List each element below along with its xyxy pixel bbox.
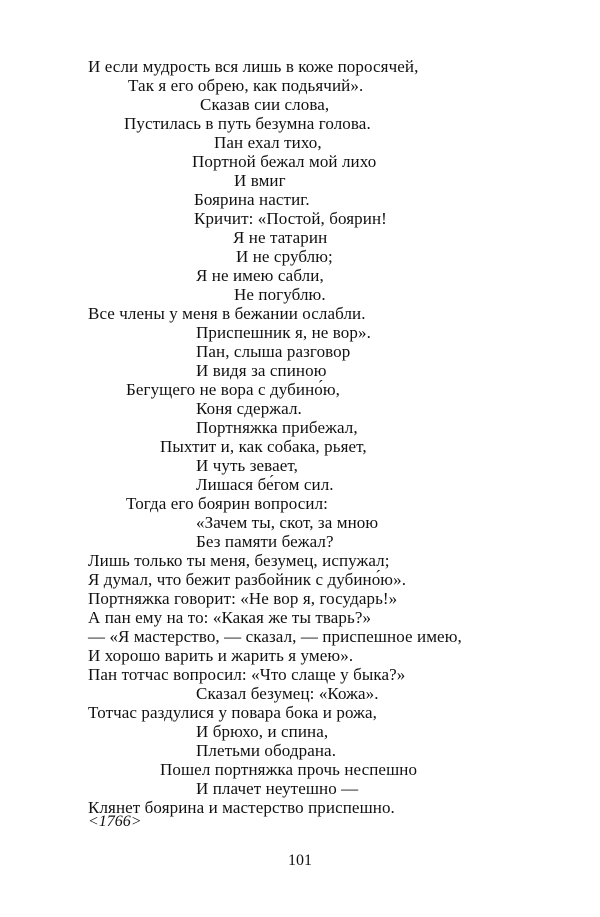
page-number: 101 <box>288 852 312 869</box>
poem-line: Тотчас раздулися у повара бока и рожа, <box>88 703 377 722</box>
poem-line: Бегущего не вора с дубино́ю, <box>126 380 341 399</box>
poem-line: — «Я мастерство, — сказал, — приспешное имею, <box>88 627 462 646</box>
poem-line: Клянет боярина и мастерство приспешно. <box>88 798 395 817</box>
poem-line: Пыхтит и, как собака, рьяет, <box>160 437 367 456</box>
poem-line: Пошел портняжка прочь неспешно <box>160 760 418 779</box>
poem-line: И видя за спиною <box>196 361 327 380</box>
poem-line: Пан тотчас вопросил: «Что слаще у быка?» <box>88 665 406 684</box>
poem-line: Портняжка прибежал, <box>196 418 358 437</box>
poem-line: Портной бежал мой лихо <box>192 152 377 171</box>
poem-line: Лишь только ты меня, безумец, испужал; <box>88 551 390 570</box>
poem-date: <1766> <box>88 813 142 830</box>
poem-line: Пан ехал тихо, <box>214 133 322 152</box>
poem-line: Сказав сии слова, <box>200 95 330 114</box>
poem-line: Портняжка говорит: «Не вор я, государь!» <box>88 589 398 608</box>
poem-line: И плачет неутешно — <box>196 779 359 798</box>
poem-line: Боярина настиг. <box>194 190 310 209</box>
poem-line: Тогда его боярин вопросил: <box>126 494 328 513</box>
poem-line: И если мудрость вся лишь в коже поросячей, <box>88 57 419 76</box>
poem-line: Я не татарин <box>233 228 328 247</box>
poem-line: И вмиг <box>234 171 286 190</box>
poem-line: Сказал безумец: «Кожа». <box>196 684 379 703</box>
poem-line: А пан ему на то: «Какая же ты тварь?» <box>88 608 372 627</box>
poem-line: И брюхо, и спина, <box>196 722 329 741</box>
poem-line: «Зачем ты, скот, за мною <box>196 513 379 532</box>
poem-line: Так я его обрею, как подьячий». <box>128 76 364 95</box>
poem-line: Не погублю. <box>234 285 326 304</box>
poem-line: Лишася бе́гом сил. <box>196 475 334 494</box>
poem-line: Плетьми ободрана. <box>196 741 337 760</box>
poem-line: Без памяти бежал? <box>196 532 334 551</box>
poem-line: И хорошо варить и жарить я умею». <box>88 646 354 665</box>
poem-line: Я думал, что бежит разбойник с дубино́ю». <box>88 570 407 589</box>
poem-line: И чуть зевает, <box>196 456 298 475</box>
poem-line: И не срублю; <box>236 247 333 266</box>
poem-line: Приспешник я, не вор». <box>196 323 371 342</box>
poem-line: Кричит: «Постой, боярин! <box>194 209 387 228</box>
poem-line: Коня сдержал. <box>196 399 302 418</box>
poem-line: Я не имею сабли, <box>196 266 324 285</box>
poem-line: Все члены у меня в бежании ослабли. <box>88 304 366 323</box>
poem-line: Пан, слыша разговор <box>196 342 351 361</box>
poem-line: Пустилась в путь безумна голова. <box>124 114 371 133</box>
